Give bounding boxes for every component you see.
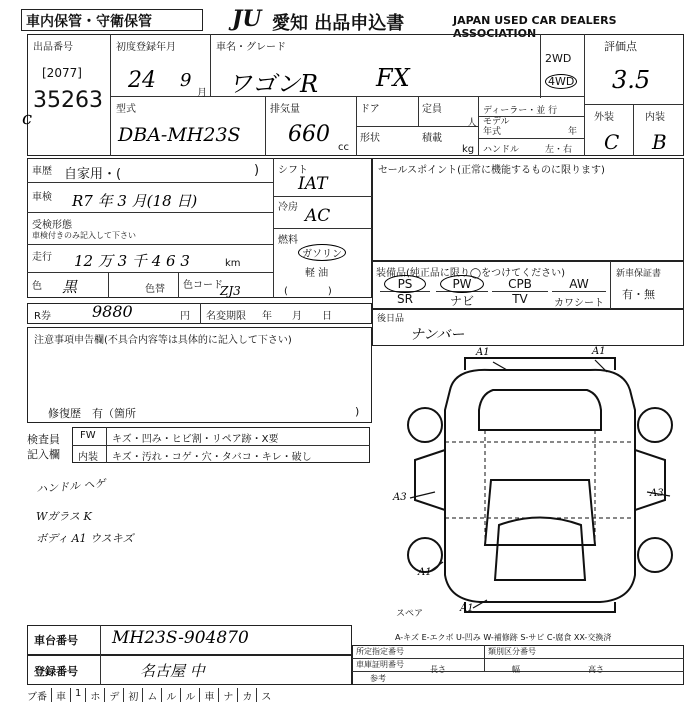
evaluation-score: 3.5 [612,66,651,94]
name-change-date: 年 月 日 [262,311,332,322]
damage-mark-rear-left: A1 [418,567,432,578]
model-label: 型式 [116,104,136,115]
ref-class-label: 類別区分番号 [488,647,536,656]
exterior-label: 外装 [594,112,614,123]
registration-month: 9 [180,70,192,91]
lot-prefix: c [22,108,33,129]
color-label: 色 [32,281,42,292]
car-name-label: 車名・グレード [216,42,286,53]
car-name: ワゴンR [228,70,319,98]
lot-number: 35263 [33,88,103,113]
damage-mark-front-left: A1 [476,347,490,358]
equipment-ps: PS [380,277,430,292]
mileage-label: 走行 [32,252,52,263]
chassis-label: 車台番号 [34,634,78,647]
chassis-value: MH23S-904870 [112,628,249,648]
length-label: 長さ [430,665,446,674]
capacity-label: 定員 [422,104,442,115]
dealer-label: ディーラー・並 行 [483,106,558,116]
usage-label: 車歴 [32,166,52,177]
strip-cell: ナ [223,688,238,702]
strip-cell: ス [261,692,272,703]
equipment-heading: 装備品(純正品に限り◯をつけてください) [376,268,565,279]
height-label: 高さ [588,665,604,674]
note-windshield: Wガラス K [36,510,92,523]
reception-note: 車検付きのみ記入して下さい [32,231,136,240]
equipment-cpb: CPB [492,277,548,292]
shift-value: IAT [298,174,328,194]
car-damage-diagram [395,350,685,620]
lot-ref: [2077] [42,66,82,80]
strip-cell: ル [166,688,181,702]
exterior-grade: C [604,130,620,154]
pw-circle [440,275,484,293]
after-items-value: ナンバー [410,327,465,343]
fw-label: FW [80,430,96,441]
usage-close: ) [254,163,260,178]
fuel-option: 軽 油 [305,268,329,279]
spare-label: スペア [396,609,424,619]
displacement-unit: cc [338,142,349,153]
color-value: 黒 [62,278,78,296]
reception-label: 受検形態 [32,220,72,231]
remarks-heading: 注意事項申告欄(不具合内容等は具体的に記入して下さい) [34,335,292,346]
equipment-pw: PW [436,277,488,292]
month-unit: 月 [197,88,207,99]
model-code: DBA-MH23S [118,124,241,146]
damage-legend: A-キズ E-エクボ U-凹み W-補修跡 S-サビ C-腐食 XX-交換済 [395,633,612,642]
fw-items: キズ・凹み・ヒビ割・リペア跡・X要 [112,434,279,445]
ref-sub-label: 参考 [370,674,386,683]
inspector-label: 検査員 [27,433,60,446]
registration-year: 24 [128,68,156,93]
ac-label: 冷房 [278,202,298,213]
equipment-tv: TV [512,292,528,306]
shift-label: シフト [278,165,308,176]
interior-label: 内装 [645,112,665,123]
recycle-value: 9880 [92,302,133,321]
yen-unit: 円 [180,311,190,322]
damage-mark-front-right: A1 [592,346,606,357]
note-steering: ハンドル ヘゲ [35,476,106,497]
ref-designated-label: 所定指定番号 [356,647,404,656]
handle-options: 左・右 [545,145,573,155]
sales-point-heading: セールスポイント(正常に機能するものに限ります) [378,165,605,176]
first-registration-label: 初度登録年月 [116,42,176,53]
displacement-label: 排気量 [270,104,300,115]
new-warranty-label: 新車保証書 [616,269,662,279]
interior-inspect-label: 内装 [78,452,98,463]
inspection-value: R7 年 3 月(18 日) [72,192,198,210]
warranty-options: 有・無 [622,288,655,301]
repair-history-label: 修復歴 有（箇所 [48,407,136,420]
note-body: ボディ A1 ウスキズ [36,532,134,545]
reg-no-value: 名古屋 中 [140,662,205,680]
strip-cell: 車 [56,688,71,702]
repair-history-close: ) [355,405,360,418]
drive-2wd: 2WD [545,52,572,65]
ac-value: AC [305,206,331,226]
drive-4wd: 4WD [545,74,577,89]
ref-garage-label: 車庫証明番号 [356,660,404,669]
interior-inspect-items: キズ・汚れ・コゲ・穴・タバコ・キレ・破し [112,452,312,463]
strip-cell: 初 [128,688,143,702]
damage-mark-rear-bottom: A1 [460,603,474,614]
recycle-label: R券 [34,311,51,322]
form-title: 愛知 出品申込書 [272,13,405,34]
strip-cell: ム [147,688,162,702]
inspection-label: 車検 [32,192,52,203]
strip-cell: カ [242,688,257,702]
equipment-navi: ナビ [449,294,474,308]
damage-mark-right-side: A3 [650,488,664,499]
strip-cell: デ [109,688,124,702]
strip-cell: ル [185,688,200,702]
capacity-unit: 人 [467,118,477,129]
association-name: JAPAN USED CAR DEALERS ASSOCIATION [453,14,617,40]
name-change-label: 名変期限 [206,311,246,322]
car-grade: FX [376,64,410,92]
strip-cell: 車 [204,688,219,702]
color-code-label: 色コード [183,280,223,291]
load-unit: kg [462,144,475,155]
score-label: 評価点 [604,40,637,53]
strip-cell: ブ番 [27,688,52,702]
fuel-value: ガソリン [298,244,346,261]
equipment-aw: AW [552,277,606,292]
color-code: ZJ3 [220,284,241,298]
strip-cell: 1 [75,688,86,702]
reg-no-label: 登録番号 [34,665,78,678]
handle-label: ハンドル [483,145,520,155]
strip-cell: ホ [90,688,105,702]
load-label: 積載 [422,133,442,144]
usage-value: 自家用・( [64,167,122,182]
fuel-paren: ( ) [284,286,332,297]
model-year-label: モデル 年式 [483,117,510,137]
storage-tag: 車内保管・守衛保管 [21,9,203,31]
width-label: 幅 [512,665,520,674]
ps-circle [384,275,426,293]
lot-number-label: 出品番号 [33,42,73,53]
mileage-value: 12 万 3 千 4 6 3 [74,252,190,270]
fuel-label: 燃料 [278,235,298,246]
interior-grade: B [652,130,667,154]
mileage-unit: km [225,258,241,269]
displacement-value: 660 [288,122,330,147]
door-label: ドア [360,104,380,115]
year-unit: 年 [568,127,578,137]
inspector-entry-label: 記入欄 [27,448,60,461]
equipment-leather-seat: カワシート [554,298,604,309]
color-swap-label: 色替 [145,284,165,295]
shape-label: 形状 [360,133,380,144]
ju-logo: JU [232,6,262,32]
after-items-label: 後日品 [377,314,405,324]
equipment-sr: SR [397,292,413,306]
damage-mark-left-side: A3 [393,492,407,503]
